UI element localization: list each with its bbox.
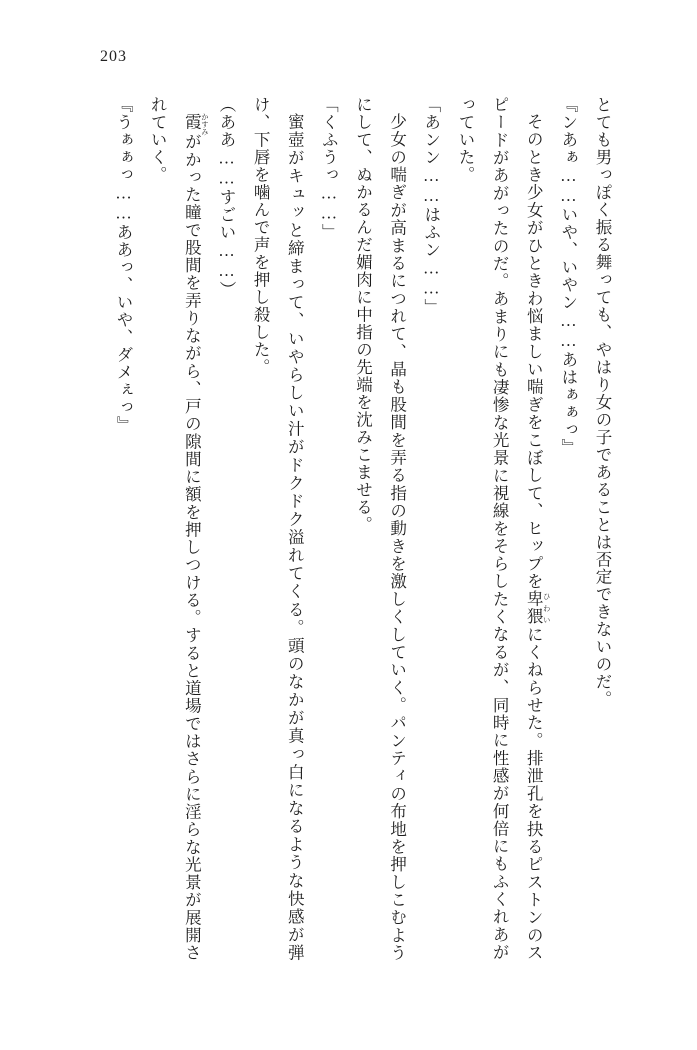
paragraph: （ああ……すごい……） — [216, 96, 236, 299]
paragraph: そのとき少女がひときわ悩ましい喘ぎをこぼして、ヒップを卑猥 ひわいにくねらせた。排泄孔を抉るピストンのスピードがあがったのだ。あまりにも凄惨な光景に視線をそらしたくなるが、同時に性感が何倍にもふくれあがっていた。 — [455, 96, 552, 962]
ruby-annotation: 卑猥 ひわい — [524, 589, 552, 626]
paragraph: 霞 かすみがかった瞳で股間を弄りながら、戸の隙間に額を押しつける。すると道場ではさらに淫らな光景が展開されていく。 — [148, 96, 210, 961]
paragraph: とても男っぽく振る舞っても、やはり女の子であることは否定できないのだ。 — [593, 96, 612, 709]
paragraph: 「くふうっ……」 — [319, 96, 339, 241]
paragraph: 蜜壺がキュッと締まって、いやらしい汁がドクドク溢れてくる。頭のなかが真っ白になるような快感が弾け、下唇を噛んで声を押し殺した。 — [251, 96, 305, 961]
paragraph: 『ンあぁ……いや、いやン……あはぁぁっ』 — [558, 96, 578, 456]
page-number: 203 — [100, 48, 127, 65]
ruby-annotation: 霞 かすみ — [182, 112, 210, 135]
paragraph: 「あンン……はふン……」 — [421, 96, 441, 316]
paragraph: 少女の喘ぎが高まるにつれて、晶も股間を弄る指の動きを激しくしていく。パンティの布地を押しこむようにして、ぬかるんだ媚肉に中指の先端を沈みこませる。 — [353, 96, 407, 961]
paragraph: 『うぁぁっ……ああっ、いや、ダメぇっ』 — [114, 96, 134, 434]
body-text-vertical — [74, 96, 619, 961]
